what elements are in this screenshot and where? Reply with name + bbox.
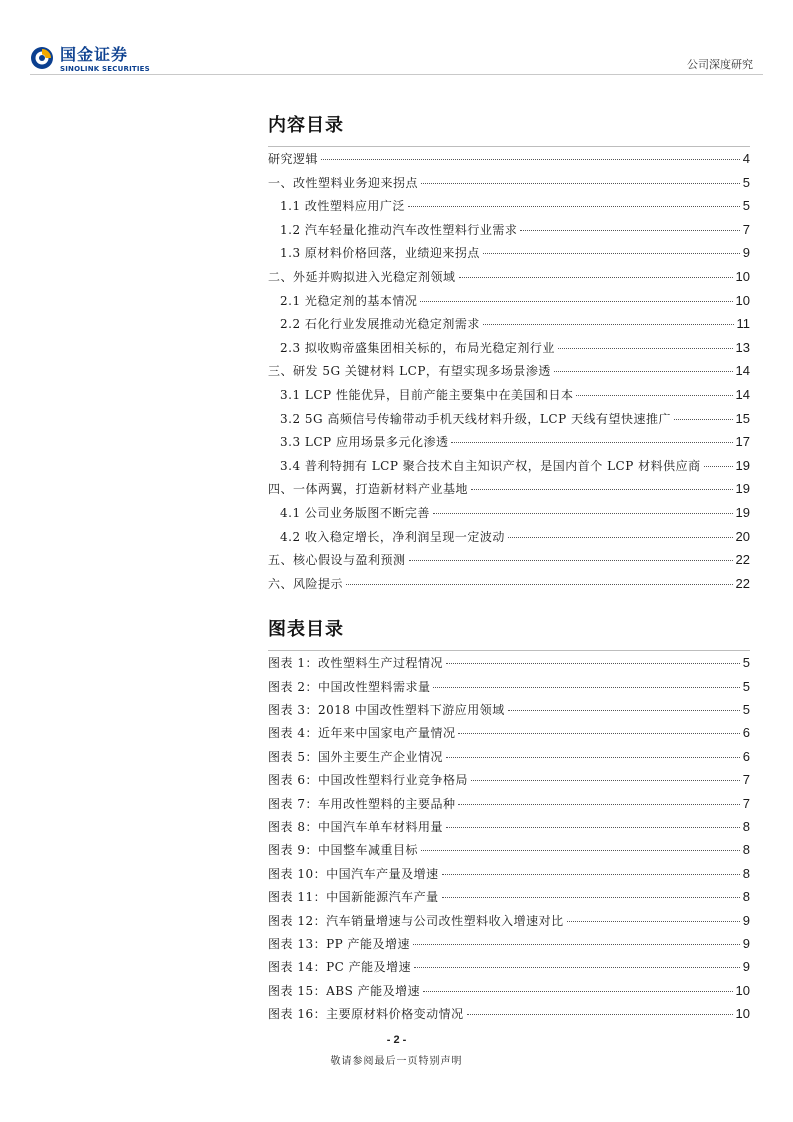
sinolink-logo-icon — [30, 46, 54, 70]
dot-leader — [446, 757, 740, 758]
toc-entry-label: 1.3 原材料价格回落，业绩迎来拐点 — [280, 246, 480, 261]
dot-leader — [442, 874, 740, 875]
dot-leader — [413, 944, 740, 945]
toc-entry[interactable] — [268, 265, 750, 289]
toc-entry-label: 三、研发 5G 关键材料 LCP，有望实现多场景渗透 — [268, 364, 551, 379]
dot-leader — [451, 442, 732, 443]
figure-entry-page: 8 — [742, 889, 750, 905]
toc-entry-label: 3.3 LCP 应用场景多元化渗透 — [280, 435, 449, 450]
toc-entry-label: 四、一体两翼，打造新材料产业基地 — [268, 482, 469, 497]
toc-entry-label: 2.3 拟收购帝盛集团相关标的，布局光稳定剂行业 — [280, 340, 555, 355]
toc-entry-label: 3.1 LCP 性能优异，目前产能主要集中在美国和日本 — [280, 387, 574, 402]
dot-leader — [704, 466, 733, 467]
toc-entry-page: 22 — [735, 575, 750, 591]
dot-leader — [409, 560, 733, 561]
figure-entry[interactable] — [268, 1002, 750, 1025]
figure-entry[interactable] — [268, 745, 750, 768]
toc-entry-label: 1.2 汽车轻量化推动汽车改性塑料行业需求 — [280, 222, 518, 237]
toc-title: 内容目录 — [268, 115, 344, 136]
figure-entry-page: 7 — [742, 772, 750, 788]
dot-leader — [576, 395, 732, 396]
toc-entry-page: 19 — [735, 504, 750, 520]
header-divider — [30, 74, 763, 75]
figure-entry-page: 8 — [742, 819, 750, 835]
toc-entry[interactable] — [268, 548, 750, 572]
figure-entry-label: 图表 8：中国汽车单车材料用量 — [268, 820, 443, 835]
toc-entry[interactable] — [268, 218, 750, 242]
toc-entry-page: 15 — [735, 410, 750, 426]
dot-leader — [471, 489, 733, 490]
toc-entry-label: 五、核心假设与盈利预测 — [268, 553, 406, 568]
dot-leader — [567, 921, 740, 922]
dot-leader — [483, 253, 740, 254]
page-number: - 2 - — [386, 1034, 407, 1046]
figure-entry-label: 图表 14：PC 产能及增速 — [268, 960, 412, 975]
dot-leader — [508, 710, 740, 711]
figure-entry[interactable] — [268, 675, 750, 698]
toc-entry-page: 13 — [735, 339, 750, 355]
toc-entry[interactable] — [268, 289, 750, 313]
figure-entry-label: 图表 6：中国改性塑料行业竞争格局 — [268, 773, 468, 788]
figure-entry-label: 图表 5：国外主要生产企业情况 — [268, 749, 443, 764]
dot-leader — [458, 804, 739, 805]
dot-leader — [446, 663, 740, 664]
figure-entry-label: 图表 10：中国汽车产量及增速 — [268, 866, 439, 881]
list-of-figures — [268, 650, 750, 1025]
toc-entry-page: 4 — [742, 151, 750, 166]
figure-entry-page: 8 — [742, 865, 750, 881]
figure-entry-label: 图表 3：2018 中国改性塑料下游应用领域 — [268, 703, 505, 718]
figure-entry-page: 8 — [742, 842, 750, 858]
dot-leader — [421, 183, 740, 184]
company-logo — [30, 46, 160, 76]
page-header — [0, 0, 793, 80]
dot-leader — [471, 780, 740, 781]
figure-entry-page: 5 — [742, 655, 750, 671]
toc-entry-page: 17 — [735, 434, 750, 450]
toc-entry[interactable] — [268, 477, 750, 501]
page-footer — [0, 1034, 793, 1067]
figure-entry-label: 图表 13：PP 产能及增速 — [268, 936, 411, 951]
dot-leader — [433, 513, 733, 514]
toc-entry-page: 14 — [735, 363, 750, 379]
figure-entry-page: 6 — [742, 725, 750, 741]
dot-leader — [674, 419, 733, 420]
toc-entry[interactable] — [268, 171, 750, 195]
figure-entry[interactable] — [268, 651, 750, 674]
figure-entry-page: 6 — [742, 748, 750, 764]
toc-entry-label: 一、改性塑料业务迎来拐点 — [268, 175, 419, 190]
figure-entry-label: 图表 9：中国整车减重目标 — [268, 843, 418, 858]
figure-entry[interactable] — [268, 721, 750, 744]
toc-entry-page: 9 — [742, 245, 750, 261]
toc-entry-label: 4.2 收入稳定增长，净利润呈现一定波动 — [280, 529, 505, 544]
toc-entry[interactable] — [268, 383, 750, 407]
main-content — [268, 110, 750, 1026]
dot-leader — [446, 827, 740, 828]
logo-chinese-name: 国金证券 — [60, 45, 129, 64]
toc-entry[interactable] — [268, 194, 750, 218]
figure-entry-page: 5 — [742, 678, 750, 694]
toc-entry-page: 7 — [742, 221, 750, 237]
dot-leader — [483, 324, 734, 325]
toc-entry[interactable] — [268, 430, 750, 454]
figure-entry-label: 图表 16：主要原材料价格变动情况 — [268, 1007, 464, 1022]
toc-entry-label: 六、风险提示 — [268, 576, 344, 591]
toc-entry[interactable] — [268, 407, 750, 431]
figure-entry-label: 图表 4：近年来中国家电产量情况 — [268, 726, 456, 741]
toc-entry-page: 5 — [742, 174, 750, 190]
figure-entry-page: 9 — [742, 959, 750, 975]
figure-entry-page: 9 — [742, 912, 750, 928]
figure-entry-page: 5 — [742, 702, 750, 718]
figure-entry-label: 图表 1：改性塑料生产过程情况 — [268, 656, 443, 671]
dot-leader — [442, 897, 740, 898]
toc-entry[interactable] — [268, 359, 750, 383]
dot-leader — [321, 159, 740, 160]
figure-entry[interactable] — [268, 932, 750, 955]
dot-leader — [433, 687, 739, 688]
figure-entry[interactable] — [268, 909, 750, 932]
figure-entry-label: 图表 12：汽车销量增速与公司改性塑料收入增速对比 — [268, 913, 564, 928]
toc-entry-label: 1.1 改性塑料应用广泛 — [280, 199, 405, 214]
figure-entry-label: 图表 15：ABS 产能及增速 — [268, 983, 421, 998]
toc-entry-page: 22 — [735, 552, 750, 568]
dot-leader — [408, 206, 740, 207]
toc-entry-page: 20 — [735, 528, 750, 544]
figure-entry[interactable] — [268, 792, 750, 815]
dot-leader — [458, 733, 739, 734]
toc-entry-page: 14 — [735, 386, 750, 402]
toc-entry[interactable] — [268, 525, 750, 549]
toc-entry-page: 19 — [735, 481, 750, 497]
figure-entry-label: 图表 2：中国改性塑料需求量 — [268, 679, 431, 694]
dot-leader — [459, 277, 733, 278]
logo-english-name: SINOLINK SECURITIES — [60, 65, 150, 73]
dot-leader — [420, 301, 732, 302]
toc-entry-label: 2.1 光稳定剂的基本情况 — [280, 293, 418, 308]
toc-entry[interactable] — [268, 241, 750, 265]
dot-leader — [414, 967, 740, 968]
figure-entry[interactable] — [268, 955, 750, 978]
dot-leader — [520, 230, 739, 231]
figure-entry-label: 图表 7：车用改性塑料的主要品种 — [268, 796, 456, 811]
toc-entry-page: 11 — [736, 316, 750, 332]
toc-entry-label: 2.2 石化行业发展推动光稳定剂需求 — [280, 317, 480, 332]
figure-entry[interactable] — [268, 862, 750, 885]
toc-entry-page: 10 — [735, 292, 750, 308]
figure-entry-page: 9 — [742, 935, 750, 951]
toc-entry-label: 二、外延并购拟进入光稳定剂领域 — [268, 269, 456, 284]
toc-entry[interactable] — [268, 572, 750, 596]
dot-leader — [558, 348, 733, 349]
figure-entry-page: 7 — [742, 795, 750, 811]
figure-entry[interactable] — [268, 979, 750, 1002]
figure-entry[interactable] — [268, 815, 750, 838]
toc-entry-page: 10 — [735, 268, 750, 284]
toc-entry-label: 4.1 公司业务版图不断完善 — [280, 505, 430, 520]
toc-entry[interactable] — [268, 454, 750, 478]
report-type-label: 公司深度研究 — [687, 58, 753, 71]
dot-leader — [421, 850, 740, 851]
toc-entry[interactable] — [268, 501, 750, 525]
dot-leader — [508, 537, 733, 538]
disclaimer-text: 敬请参阅最后一页特别声明 — [330, 1056, 463, 1067]
toc-entry-label: 3.4 普利特拥有 LCP 聚合技术自主知识产权，是国内首个 LCP 材料供应商 — [280, 458, 701, 473]
dot-leader — [554, 371, 733, 372]
figure-entry[interactable] — [268, 885, 750, 908]
table-of-contents — [268, 146, 750, 595]
figure-entry-page: 10 — [735, 982, 750, 998]
figure-entry[interactable] — [268, 768, 750, 791]
toc-entry[interactable] — [268, 312, 750, 336]
figure-entry[interactable] — [268, 698, 750, 721]
toc-entry-label: 研究逻辑 — [268, 152, 319, 166]
dot-leader — [467, 1014, 733, 1015]
figure-entry-page: 10 — [735, 1006, 750, 1022]
figures-title: 图表目录 — [268, 619, 344, 641]
dot-leader — [346, 584, 733, 585]
toc-entry[interactable] — [268, 336, 750, 360]
toc-entry[interactable] — [268, 147, 750, 171]
toc-entry-page: 19 — [735, 457, 750, 473]
figure-entry[interactable] — [268, 838, 750, 861]
toc-entry-label: 3.2 5G 高频信号传输带动手机天线材料升级，LCP 天线有望快速推广 — [280, 411, 671, 426]
dot-leader — [423, 991, 732, 992]
figure-entry-label: 图表 11：中国新能源汽车产量 — [268, 890, 439, 905]
toc-entry-page: 5 — [742, 198, 750, 214]
